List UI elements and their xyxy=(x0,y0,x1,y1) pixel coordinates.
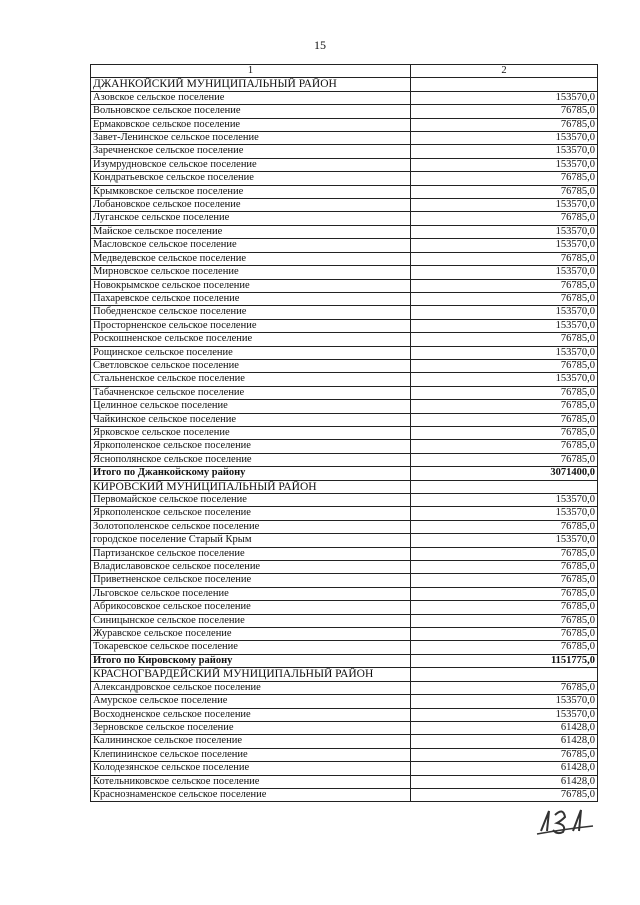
amount-cell: 153570,0 xyxy=(411,346,598,359)
settlement-name: Ермаковское сельское поселение xyxy=(91,118,411,131)
settlement-name: Заречненское сельское поселение xyxy=(91,145,411,158)
settlement-name: Завет-Ленинское сельское поселение xyxy=(91,132,411,145)
table-row xyxy=(91,132,598,145)
table-row xyxy=(91,735,598,748)
table-row xyxy=(91,199,598,212)
amount-cell: 76785,0 xyxy=(411,252,598,265)
amount-cell: 153570,0 xyxy=(411,695,598,708)
settlement-name: Первомайское сельское поселение xyxy=(91,494,411,507)
settlement-name: Котельниковское сельское поселение xyxy=(91,775,411,788)
settlement-name: Клепининское сельское поселение xyxy=(91,748,411,761)
table-row xyxy=(91,292,598,305)
table-row xyxy=(91,225,598,238)
amount-cell: 76785,0 xyxy=(411,587,598,600)
table-row xyxy=(91,520,598,533)
amount-cell: 76785,0 xyxy=(411,520,598,533)
table-row xyxy=(91,453,598,466)
settlement-name: Итого по Кировскому району xyxy=(91,654,411,667)
settlement-name: Амурское сельское поселение xyxy=(91,695,411,708)
allocation-table xyxy=(90,64,598,802)
settlement-name: Краснознаменское сельское поселение xyxy=(91,788,411,801)
settlement-name: Зерновское сельское поселение xyxy=(91,721,411,734)
amount-cell: 76785,0 xyxy=(411,641,598,654)
section-title: КРАСНОГВАРДЕЙСКИЙ МУНИЦИПАЛЬНЫЙ РАЙОН xyxy=(91,668,411,681)
settlement-name: Медведевское сельское поселение xyxy=(91,252,411,265)
amount-cell: 76785,0 xyxy=(411,547,598,560)
settlement-name: Колодезянское сельское поселение xyxy=(91,762,411,775)
table-row xyxy=(91,373,598,386)
settlement-name: Крымковское сельское поселение xyxy=(91,185,411,198)
settlement-name: Яркополенское сельское поселение xyxy=(91,507,411,520)
amount-cell: 153570,0 xyxy=(411,266,598,279)
table-row xyxy=(91,708,598,721)
settlement-name: Восходненское сельское поселение xyxy=(91,708,411,721)
total-row xyxy=(91,654,598,667)
table-row xyxy=(91,158,598,171)
section-header-row xyxy=(91,480,598,493)
table-row xyxy=(91,721,598,734)
amount-cell: 76785,0 xyxy=(411,453,598,466)
table-row xyxy=(91,266,598,279)
page-number: 15 xyxy=(314,38,326,52)
settlement-name: Табачненское сельское поселение xyxy=(91,386,411,399)
settlement-name: Кондратьевское сельское поселение xyxy=(91,172,411,185)
amount-cell: 61428,0 xyxy=(411,735,598,748)
settlement-name: Пахаревское сельское поселение xyxy=(91,292,411,305)
amount-cell: 153570,0 xyxy=(411,158,598,171)
amount-cell: 76785,0 xyxy=(411,601,598,614)
settlement-name: Роскошненское сельское поселение xyxy=(91,333,411,346)
amount-cell: 153570,0 xyxy=(411,373,598,386)
settlement-name: Масловское сельское поселение xyxy=(91,239,411,252)
settlement-name: Рощинское сельское поселение xyxy=(91,346,411,359)
amount-cell: 153570,0 xyxy=(411,225,598,238)
handwritten-page-mark xyxy=(535,805,595,835)
section-header-row xyxy=(91,78,598,91)
settlement-name: Приветненское сельское поселение xyxy=(91,574,411,587)
table-row xyxy=(91,628,598,641)
settlement-name: Абрикосовское сельское поселение xyxy=(91,601,411,614)
amount-cell: 153570,0 xyxy=(411,199,598,212)
amount-cell: 76785,0 xyxy=(411,788,598,801)
table-row xyxy=(91,507,598,520)
table-row xyxy=(91,185,598,198)
amount-cell: 76785,0 xyxy=(411,413,598,426)
table-row xyxy=(91,681,598,694)
settlement-name: Лобановское сельское поселение xyxy=(91,199,411,212)
settlement-name: Калининское сельское поселение xyxy=(91,735,411,748)
amount-cell: 153570,0 xyxy=(411,494,598,507)
table-row xyxy=(91,400,598,413)
amount-cell: 76785,0 xyxy=(411,681,598,694)
table-row xyxy=(91,561,598,574)
table-row xyxy=(91,346,598,359)
amount-cell: 76785,0 xyxy=(411,172,598,185)
settlement-name: Итого по Джанкойскому району xyxy=(91,467,411,480)
table-row xyxy=(91,306,598,319)
amount-cell: 153570,0 xyxy=(411,708,598,721)
column-header-1: 1 xyxy=(91,65,411,78)
amount-cell: 76785,0 xyxy=(411,212,598,225)
settlement-name: городское поселение Старый Крым xyxy=(91,534,411,547)
table-row xyxy=(91,252,598,265)
settlement-name: Вольновское сельское поселение xyxy=(91,105,411,118)
amount-cell: 76785,0 xyxy=(411,628,598,641)
amount-cell: 76785,0 xyxy=(411,386,598,399)
amount-cell: 61428,0 xyxy=(411,762,598,775)
amount-cell: 153570,0 xyxy=(411,91,598,104)
amount-cell: 76785,0 xyxy=(411,185,598,198)
table-row xyxy=(91,105,598,118)
column-header-row xyxy=(91,65,598,78)
table-row xyxy=(91,762,598,775)
settlement-name: Партизанское сельское поселение xyxy=(91,547,411,560)
table-row xyxy=(91,212,598,225)
table-row xyxy=(91,695,598,708)
table-row xyxy=(91,118,598,131)
settlement-name: Победненское сельское поселение xyxy=(91,306,411,319)
table-row xyxy=(91,614,598,627)
settlement-name: Яснополянское сельское поселение xyxy=(91,453,411,466)
amount-cell: 153570,0 xyxy=(411,145,598,158)
table-row xyxy=(91,494,598,507)
amount-cell: 153570,0 xyxy=(411,319,598,332)
settlement-name: Луганское сельское поселение xyxy=(91,212,411,225)
settlement-name: Азовское сельское поселение xyxy=(91,91,411,104)
settlement-name: Светловское сельское поселение xyxy=(91,359,411,372)
table-body xyxy=(91,78,598,802)
table-row xyxy=(91,239,598,252)
column-header-2: 2 xyxy=(411,65,598,78)
settlement-name: Золотополенское сельское поселение xyxy=(91,520,411,533)
amount-cell: 153570,0 xyxy=(411,132,598,145)
table-row xyxy=(91,333,598,346)
settlement-name: Александровское сельское поселение xyxy=(91,681,411,694)
amount-cell: 76785,0 xyxy=(411,359,598,372)
table-row xyxy=(91,641,598,654)
table-row xyxy=(91,91,598,104)
table-row xyxy=(91,426,598,439)
amount-cell: 76785,0 xyxy=(411,614,598,627)
amount-cell: 76785,0 xyxy=(411,748,598,761)
settlement-name: Изумрудновское сельское поселение xyxy=(91,158,411,171)
amount-cell: 153570,0 xyxy=(411,306,598,319)
table-row xyxy=(91,601,598,614)
settlement-name: Новокрымское сельское поселение xyxy=(91,279,411,292)
settlement-name: Ярковское сельское поселение xyxy=(91,426,411,439)
table-row xyxy=(91,145,598,158)
settlement-name: Владиславовское сельское поселение xyxy=(91,561,411,574)
table-row xyxy=(91,574,598,587)
settlement-name: Чайкинское сельское поселение xyxy=(91,413,411,426)
amount-cell: 3071400,0 xyxy=(411,467,598,480)
table-row xyxy=(91,440,598,453)
amount-cell: 76785,0 xyxy=(411,118,598,131)
settlement-name: Просторненское сельское поселение xyxy=(91,319,411,332)
settlement-name: Синицынское сельское поселение xyxy=(91,614,411,627)
table-row xyxy=(91,775,598,788)
settlement-name: Яркополенское сельское поселение xyxy=(91,440,411,453)
amount-cell: 1151775,0 xyxy=(411,654,598,667)
section-header-row xyxy=(91,668,598,681)
table-row xyxy=(91,748,598,761)
settlement-name: Токаревское сельское поселение xyxy=(91,641,411,654)
settlement-name: Льговское сельское поселение xyxy=(91,587,411,600)
amount-cell: 76785,0 xyxy=(411,440,598,453)
total-row xyxy=(91,467,598,480)
table-row xyxy=(91,788,598,801)
table-row xyxy=(91,413,598,426)
amount-cell xyxy=(411,480,598,493)
settlement-name: Стальненское сельское поселение xyxy=(91,373,411,386)
amount-cell: 76785,0 xyxy=(411,400,598,413)
table-row xyxy=(91,319,598,332)
table-row xyxy=(91,172,598,185)
amount-cell: 76785,0 xyxy=(411,105,598,118)
amount-cell: 61428,0 xyxy=(411,775,598,788)
section-title: ДЖАНКОЙСКИЙ МУНИЦИПАЛЬНЫЙ РАЙОН xyxy=(91,78,411,91)
amount-cell: 76785,0 xyxy=(411,574,598,587)
amount-cell: 153570,0 xyxy=(411,534,598,547)
settlement-name: Мирновское сельское поселение xyxy=(91,266,411,279)
amount-cell: 76785,0 xyxy=(411,292,598,305)
amount-cell: 76785,0 xyxy=(411,426,598,439)
amount-cell: 76785,0 xyxy=(411,561,598,574)
settlement-name: Майское сельское поселение xyxy=(91,225,411,238)
table-row xyxy=(91,587,598,600)
table-row xyxy=(91,547,598,560)
amount-cell: 153570,0 xyxy=(411,507,598,520)
section-title: КИРОВСКИЙ МУНИЦИПАЛЬНЫЙ РАЙОН xyxy=(91,480,411,493)
settlement-name: Журавское сельское поселение xyxy=(91,628,411,641)
table-row xyxy=(91,386,598,399)
table-row xyxy=(91,534,598,547)
amount-cell: 61428,0 xyxy=(411,721,598,734)
amount-cell: 76785,0 xyxy=(411,333,598,346)
table-row xyxy=(91,359,598,372)
amount-cell: 153570,0 xyxy=(411,239,598,252)
amount-cell xyxy=(411,668,598,681)
amount-cell: 76785,0 xyxy=(411,279,598,292)
settlement-name: Целинное сельское поселение xyxy=(91,400,411,413)
amount-cell xyxy=(411,78,598,91)
table-row xyxy=(91,279,598,292)
